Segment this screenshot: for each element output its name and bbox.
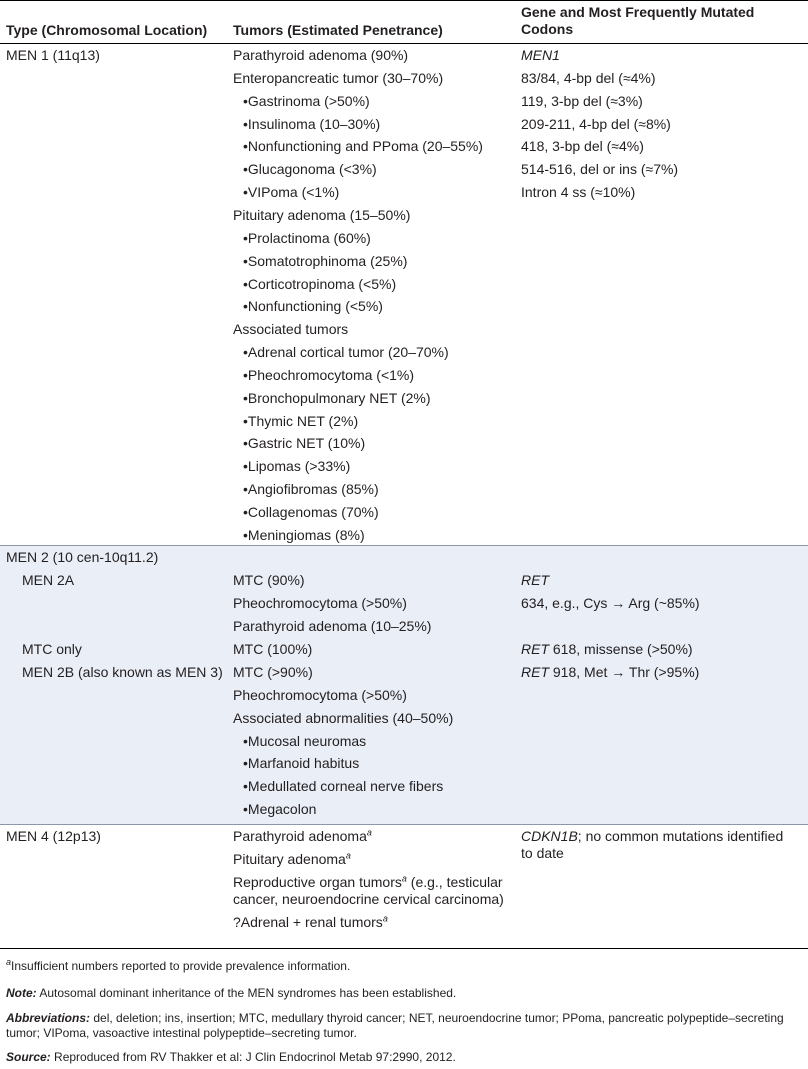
tumor-row <box>243 801 316 818</box>
men2b-gene: RET 918, Met → Thr (>95%) <box>521 664 700 680</box>
header-tumors: Tumors (Estimated Penetrance) <box>233 22 443 38</box>
tumor-label: Meningiomas (8%) <box>247 526 365 543</box>
mtc-only-label: MTC only <box>22 641 82 657</box>
men4-tumor: Parathyroid adenoma$^a$ <box>233 827 372 844</box>
tumor-label: Pituitary adenoma (15–50%) <box>233 206 411 223</box>
tumor-row <box>243 458 350 475</box>
footnote-insufficient: $^a$Insufficient numbers reported to provide prevalence information. <box>6 957 351 973</box>
tumor-row <box>243 504 379 521</box>
tumor-label: Adrenal cortical tumor (20–70%) <box>247 344 449 361</box>
tumor-label: Nonfunctioning and PPoma (20–55%) <box>247 138 483 155</box>
bullet-icon: • <box>243 138 248 155</box>
tumor-row <box>243 481 379 498</box>
tumor-row <box>243 116 380 133</box>
footnote-abbreviations: Abbreviations: del, deletion; ins, insertion; MTC, medullary thyroid cancer; NET, neuroendocrine tumor; PPoma, pancreatic polypeptide–secreting tumor; VIPoma, vasoactive intestinal polypeptide–secreting tumor. <box>6 1011 784 1040</box>
gene-codon-row: 83/84, 4-bp del (≈4%) <box>521 69 656 86</box>
bullet-icon: • <box>243 298 248 315</box>
tumor-row <box>243 161 377 178</box>
bullet-icon: • <box>243 252 248 269</box>
table-bottom-rule <box>0 948 808 949</box>
tumor-row <box>243 733 366 750</box>
bullet-icon: • <box>243 366 248 383</box>
bullet-icon: • <box>243 801 248 818</box>
tumor-label: Nonfunctioning (<5%) <box>247 298 383 315</box>
tumor-row <box>233 664 313 681</box>
men4-gene: CDKN1B; no common mutations identified to date <box>521 828 784 861</box>
bullet-icon: • <box>243 526 248 543</box>
men4-section <box>0 825 808 938</box>
men4-type: MEN 4 (12p13) <box>6 828 101 844</box>
tumor-label: Pheochromocytoma (>50%) <box>233 686 407 703</box>
tumor-row <box>233 70 443 87</box>
bullet-icon: • <box>243 481 248 498</box>
tumor-label: Collagenomas (70%) <box>247 504 379 520</box>
bullet-icon: • <box>243 778 248 795</box>
tumor-label: Gastrinoma (>50%) <box>247 92 370 109</box>
table-header <box>0 0 808 44</box>
tumor-label: Associated tumors <box>233 321 349 338</box>
tumor-label: Somatotrophinoma (25%) <box>247 252 408 269</box>
men1-type: MEN 1 (11q13) <box>6 47 100 63</box>
men2a-tumor: Parathyroid adenoma (10–25%) <box>233 618 432 634</box>
bullet-icon: • <box>243 435 248 452</box>
tumor-row <box>243 230 371 247</box>
tumor-label: Angiofibromas (85%) <box>247 481 379 498</box>
tumor-label: Medullated corneal nerve fibers <box>247 778 444 795</box>
tumor-label: Bronchopulmonary NET (2%) <box>247 389 431 406</box>
tumor-label: Associated abnormalities (40–50%) <box>233 709 454 726</box>
tumor-label: Parathyroid adenoma (90%) <box>233 47 409 63</box>
gene-codon-row: Intron 4 ss (≈10%) <box>521 184 636 201</box>
tumor-row <box>233 47 408 64</box>
tumor-row <box>243 253 407 270</box>
men1-section <box>0 43 808 545</box>
tumor-label: Prolactinoma (60%) <box>247 229 371 246</box>
footnote-note: Note: Autosomal dominant inheritance of the MEN syndromes has been established. <box>6 986 457 1000</box>
bullet-icon: • <box>243 458 248 475</box>
bullet-icon: • <box>243 184 248 201</box>
tumor-label: Glucagonoma (<3%) <box>247 161 377 178</box>
gene-codon-row: 119, 3-bp del (≈3%) <box>521 92 643 109</box>
tumor-row <box>233 687 407 704</box>
tumor-label: MTC (>90%) <box>233 664 313 680</box>
tumor-row <box>233 321 348 338</box>
gene-codon-row: 209-211, 4-bp del (≈8%) <box>521 115 671 132</box>
bullet-icon: • <box>243 115 248 132</box>
men2a-gene: RET <box>521 572 549 588</box>
bullet-icon: • <box>243 732 248 749</box>
tumor-row <box>243 276 396 293</box>
tumor-row <box>243 344 449 361</box>
tumor-label: Megacolon <box>247 801 317 818</box>
bullet-icon: • <box>243 344 248 361</box>
tumor-label: Corticotropinoma (<5%) <box>247 275 397 292</box>
men2b-label: MEN 2B (also known as MEN 3) <box>22 664 223 680</box>
bullet-icon: • <box>243 389 248 406</box>
tumor-label: Marfanoid habitus <box>247 755 360 772</box>
tumor-label: VIPoma (<1%) <box>247 184 340 201</box>
men4-tumor: Reproductive organ tumors$^a$ (e.g., testicular cancer, neuroendocrine cervical carcinoma) <box>233 873 504 907</box>
tumor-row <box>243 138 483 155</box>
men2-section <box>0 546 808 824</box>
bullet-icon: • <box>243 504 248 520</box>
tumor-row <box>243 413 358 430</box>
tumor-label: Enteropancreatic tumor (30–70%) <box>233 69 444 86</box>
tumor-row <box>233 710 453 727</box>
tumor-row <box>243 367 414 384</box>
men2a-tumor: MTC (90%) <box>233 572 305 588</box>
bullet-icon: • <box>243 275 248 292</box>
men2-type: MEN 2 (10 cen-10q11.2) <box>6 549 159 565</box>
mtc-only-gene: RET 618, missense (>50%) <box>521 641 693 657</box>
tumor-label: Lipomas (>33%) <box>247 458 351 475</box>
tumor-row <box>243 93 370 110</box>
tumor-row <box>243 435 365 452</box>
bullet-icon: • <box>243 161 248 178</box>
bullet-icon: • <box>243 92 248 109</box>
mtc-only-tumor: MTC (100%) <box>233 641 313 657</box>
tumor-label: Gastric NET (10%) <box>247 435 366 452</box>
tumor-label: Pheochromocytoma (<1%) <box>247 366 415 383</box>
tumor-row <box>243 298 383 315</box>
men4-tumor: ?Adrenal + renal tumors$^a$ <box>233 913 388 930</box>
tumor-row <box>243 527 365 544</box>
gene-codon-row: 514-516, del or ins (≈7%) <box>521 161 679 178</box>
tumor-row <box>233 207 410 224</box>
footnote-source: Source: Reproduced from RV Thakker et al: J Clin Endocrinol Metab 97:2990, 2012. <box>6 1050 456 1064</box>
bullet-icon: • <box>243 755 248 772</box>
men2a-tumor: Pheochromocytoma (>50%) <box>233 595 407 611</box>
header-gene: Gene and Most Frequently Mutated Codons <box>521 4 755 37</box>
tumor-row <box>243 390 431 407</box>
tumor-row <box>243 778 443 795</box>
tumor-row <box>243 184 339 201</box>
bullet-icon: • <box>243 412 248 429</box>
bullet-icon: • <box>243 229 248 246</box>
men2a-label: MEN 2A <box>22 572 75 588</box>
men2a-codon: 634, e.g., Cys → Arg (~85%) <box>521 595 700 611</box>
tumor-label: Thymic NET (2%) <box>247 412 359 429</box>
gene-codon-row: 418, 3-bp del (≈4%) <box>521 138 644 155</box>
tumor-label: Mucosal neuromas <box>247 732 367 749</box>
men4-tumor: Pituitary adenoma$^a$ <box>233 850 351 867</box>
tumor-row <box>243 755 359 772</box>
header-type: Type (Chromosomal Location) <box>6 22 208 38</box>
tumor-label: Insulinoma (10–30%) <box>247 115 381 132</box>
gene-codon-row: MEN1 <box>521 47 560 63</box>
